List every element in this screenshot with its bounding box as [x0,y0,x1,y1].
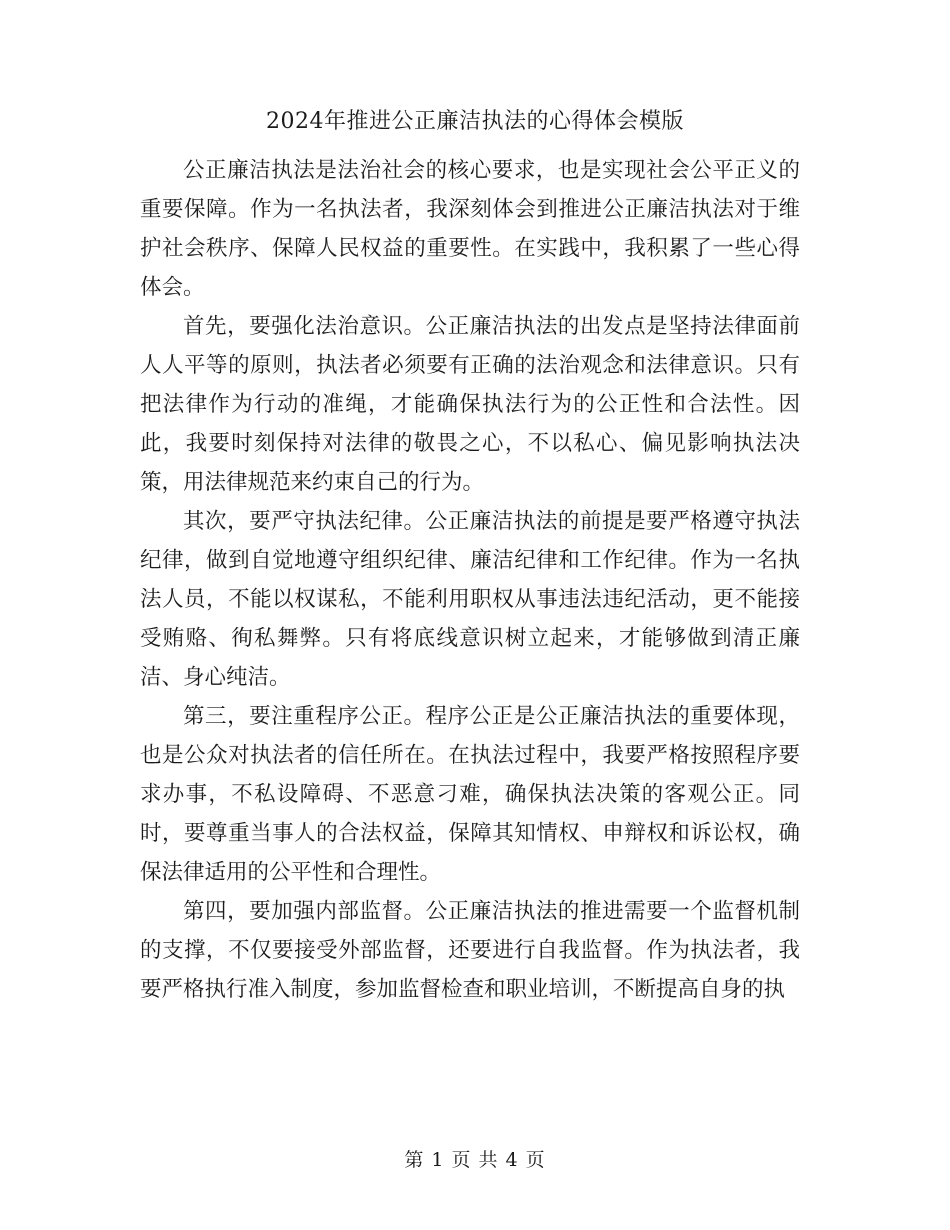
paragraph-third: 第三，要注重程序公正。程序公正是公正廉洁执法的重要体现，也是公众对执法者的信任所在。在执法过程中，我要严格按照程序要求办事，不私设障碍、不恶意刁难，确保执法决策的客观公正。同时，要尊重当事人的合法权益，保障其知情权、申辩权和诉讼权，确保法律适用的公平性和合理性。 [140,704,800,885]
document-body [140,151,800,1009]
paragraph-fourth: 第四，要加强内部监督。公正廉洁执法的推进需要一个监督机制的支撑，不仅要接受外部监督，还要进行自我监督。作为执法者，我要严格执行准入制度，参加监督检查和职业培训，不断提高自身的执 [140,899,800,1002]
page-number-footer: 第 1 页 共 4 页 [404,1149,546,1171]
paragraph-first: 首先，要强化法治意识。公正廉洁执法的出发点是坚持法律面前人人平等的原则，执法者必须要有正确的法治观念和法律意识。只有把法律作为行动的准绳，才能确保执法行为的公正性和合法性。因此，我要时刻保持对法律的敬畏之心，不以私心、偏见影响执法决策，用法律规范来约束自己的行为。 [140,314,800,495]
document-title: 2024年推进公正廉洁执法的心得体会模版 [266,109,684,134]
paragraph-intro: 公正廉洁执法是法治社会的核心要求，也是实现社会公平正义的重要保障。作为一名执法者，我深刻体会到推进公正廉洁执法对于维护社会秩序、保障人民权益的重要性。在实践中，我积累了一些心得体会。 [140,158,800,300]
paragraph-second: 其次，要严守执法纪律。公正廉洁执法的前提是要严格遵守执法纪律，做到自觉地遵守组织纪律、廉洁纪律和工作纪律。作为一名执法人员，不能以权谋私，不能利用职权从事违法违纪活动，更不能接受贿赂、徇私舞弊。只有将底线意识树立起来，才能够做到清正廉洁、身心纯洁。 [140,509,800,690]
